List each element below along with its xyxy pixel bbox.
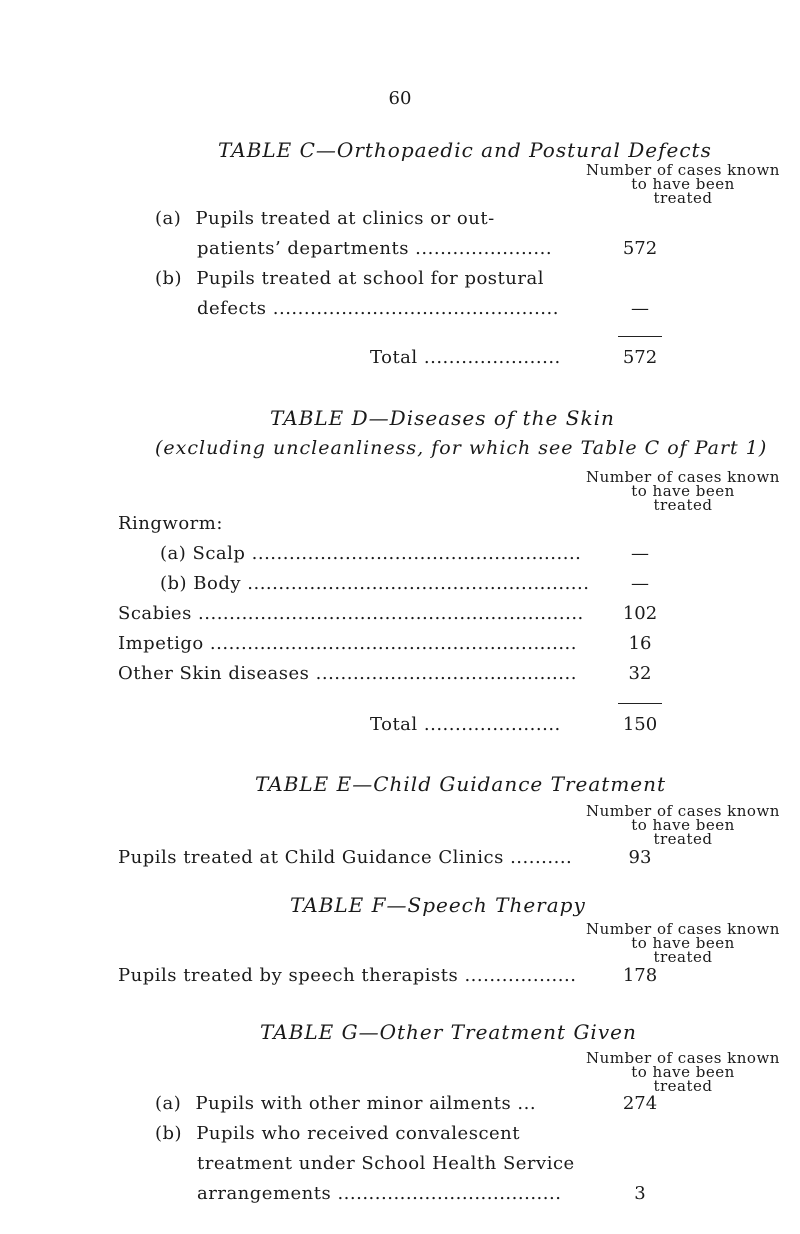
table-d-title: TABLE D—Diseases of the Skin [270,406,615,430]
table-d-scabies-value: 102 [622,603,658,624]
table-c-total-label: Total ...................... [370,347,561,368]
table-g-row-b-value: 3 [634,1183,646,1204]
row-prefix: (a) [155,208,182,229]
col-heading-line: Number of cases known [586,920,780,938]
col-heading-line: treated [653,948,713,966]
table-c-row-b-cont: defects .............................................. [197,298,559,319]
table-f-row-value: 178 [622,965,658,986]
table-d-ringworm: Ringworm: [118,513,223,534]
table-c-row-a-value: 572 [622,238,658,259]
table-d-impetigo: Impetigo ........................................................... [118,633,578,654]
table-f-column-heading [568,922,798,964]
col-heading-line: treated [653,189,713,207]
col-heading-line: Number of cases known [586,468,780,486]
table-d-total-label: Total ...................... [370,714,561,735]
row-prefix: (b) [155,1123,183,1144]
table-d-column-heading [568,470,798,512]
table-d-subtitle: (excluding uncleanliness, for which see Table C of Part 1) [155,437,768,459]
table-c-title: TABLE C—Orthopaedic and Postural Defects [218,138,712,162]
table-e-row-value: 93 [628,847,652,868]
table-c-total-rule [618,336,662,337]
table-d-body-value: — [631,573,649,594]
row-prefix: (b) [155,268,183,289]
col-heading-line: treated [653,496,713,514]
col-heading-line: to have been [631,816,735,834]
table-g-row-a [155,1093,536,1114]
table-g-row-b [155,1123,520,1144]
table-e-column-heading [568,804,798,846]
col-heading-line: to have been [631,482,735,500]
table-g-row-a-value: 274 [622,1093,658,1114]
col-heading-line: treated [653,1077,713,1095]
table-c-row-a-cont: patients’ departments ...................... [197,238,553,259]
table-d-scabies: Scabies .............................................................. [118,603,584,624]
table-g-title: TABLE G—Other Treatment Given [260,1020,637,1044]
col-heading-line: to have been [631,175,735,193]
row-label: Pupils treated at clinics or out- [195,208,495,229]
col-heading-line: Number of cases known [586,802,780,820]
table-g-row-b-cont2: arrangements .................................... [197,1183,562,1204]
page-number: 60 [388,88,412,109]
table-e-title: TABLE E—Child Guidance Treatment [255,772,667,796]
col-heading-line: Number of cases known [586,161,780,179]
table-d-scalp: (a) Scalp ..................................................... [160,543,582,564]
table-d-impetigo-value: 16 [628,633,652,654]
table-f-row: Pupils treated by speech therapists .................. [118,965,577,986]
row-label: Pupils with other minor ailments ... [195,1093,537,1114]
col-heading-line: Number of cases known [586,1049,780,1067]
col-heading-line: treated [653,830,713,848]
row-label: Pupils treated at school for postural [196,268,544,289]
table-g-row-b-cont1: treatment under School Health Service [197,1153,575,1174]
col-heading-line: to have been [631,1063,735,1081]
row-prefix: (a) [155,1093,182,1114]
row-label: Pupils who received convalescent [196,1123,520,1144]
col-heading-line: to have been [631,934,735,952]
table-c-column-heading [568,163,798,205]
table-g-column-heading [568,1051,798,1093]
table-d-total-rule [618,703,662,704]
table-d-other-skin: Other Skin diseases .......................................... [118,663,577,684]
table-d-scalp-value: — [631,543,649,564]
table-d-other-skin-value: 32 [628,663,652,684]
table-c-total-value: 572 [622,347,658,368]
table-c-row-b [155,268,544,289]
table-c-row-a [155,208,495,229]
table-c-row-b-value: — [631,298,649,319]
table-e-row: Pupils treated at Child Guidance Clinics .......... [118,847,573,868]
table-f-title: TABLE F—Speech Therapy [290,893,586,917]
table-d-total-value: 150 [622,714,658,735]
table-d-body: (b) Body ....................................................... [160,573,590,594]
